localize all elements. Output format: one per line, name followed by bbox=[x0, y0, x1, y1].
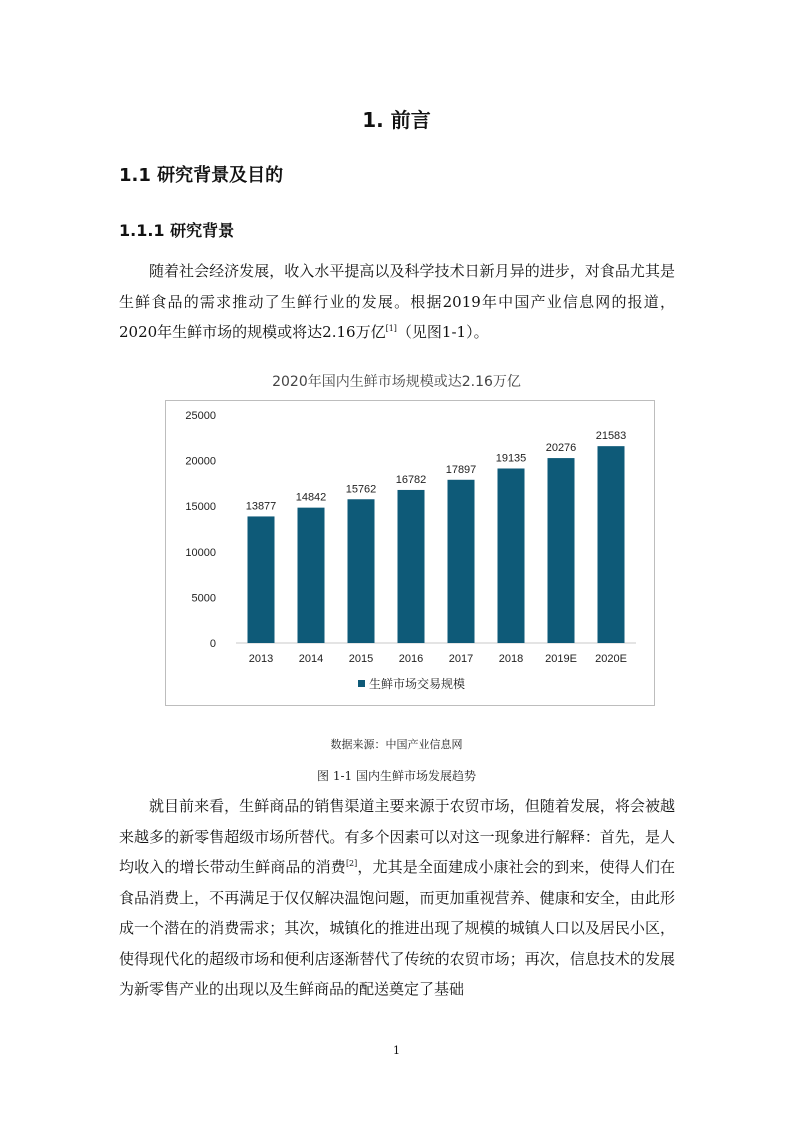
y-tick-label: 10000 bbox=[185, 546, 216, 559]
y-tick-label: 15000 bbox=[185, 501, 216, 514]
x-tick-label: 2019E bbox=[545, 653, 577, 665]
x-tick-label: 2014 bbox=[298, 653, 324, 665]
x-tick-label: 2020E bbox=[595, 653, 627, 665]
figure-source: 数据来源：中国产业信息网 bbox=[330, 738, 463, 751]
data-label: 13877 bbox=[245, 500, 277, 513]
chapter-heading: 1. 前言 bbox=[362, 108, 431, 132]
paragraph-text: 就目前来看，生鲜商品的销售渠道主要来源于农贸市场，但随着发展，将会被越来越多的新零售超级市场所替代。有多个因素可以对这一现象进行解释：首先，是人均收入的增长带动生鲜商品的消费 bbox=[119, 797, 675, 876]
paragraph-text: （见图1-1）。 bbox=[396, 323, 489, 341]
data-label: 20276 bbox=[545, 442, 577, 455]
bar bbox=[448, 480, 475, 643]
chart-svg bbox=[166, 401, 656, 707]
page-number: 1 bbox=[393, 1044, 400, 1057]
x-tick-label: 2016 bbox=[398, 653, 424, 665]
x-tick-label: 2013 bbox=[248, 653, 274, 665]
bar bbox=[598, 446, 625, 643]
legend-swatch bbox=[358, 680, 365, 687]
figure-caption: 图 1-1 国内生鲜市场发展趋势 bbox=[317, 769, 476, 783]
bar bbox=[398, 490, 425, 643]
section-heading: 1.1 研究背景及目的 bbox=[119, 165, 284, 186]
y-tick-label: 0 bbox=[209, 638, 216, 650]
bar bbox=[298, 508, 325, 643]
citation-ref: [1] bbox=[385, 324, 397, 333]
data-label: 21583 bbox=[595, 430, 627, 443]
citation-ref: [2] bbox=[345, 859, 358, 868]
bar bbox=[498, 468, 525, 643]
data-label: 19135 bbox=[495, 452, 527, 465]
bar bbox=[248, 516, 275, 643]
chart-title: 2020年国内生鲜市场规模或达2.16万亿 bbox=[272, 374, 521, 390]
paragraph-text: ，尤其是全面建成小康社会的到来，使得人们在食品消费上，不再满足于仅仅解决温饱问题，而更加重视营养、健康和安全，由此形成一个潜在的消费需求；其次，城镇化的推进出现了规模的城镇人口以及居民小区，使得现代化的超级市场和便利店逐渐替代了传统的农贸市场；再次，信息技术的发展为新零售产业的出现以及生鲜商品的配送奠定了基础 bbox=[119, 858, 675, 998]
bar bbox=[548, 458, 575, 643]
paragraph-text: 随着社会经济发展，收入水平提高以及科学技术日新月异的进步，对食品尤其是生鲜食品的需求推动了生鲜行业的发展。根据2019年中国产业信息网的报道，2020年生鲜市场的规模或将达2.16万亿 bbox=[119, 262, 675, 341]
legend-label: 生鲜市场交易规模 bbox=[369, 677, 466, 691]
data-label: 15762 bbox=[345, 483, 377, 496]
bar bbox=[348, 499, 375, 643]
y-tick-label: 5000 bbox=[191, 592, 216, 605]
data-label: 14842 bbox=[295, 491, 327, 504]
data-label: 17897 bbox=[445, 463, 477, 476]
data-label: 16782 bbox=[395, 473, 427, 486]
y-tick-label: 20000 bbox=[185, 455, 216, 468]
subsection-heading: 1.1.1 研究背景 bbox=[119, 221, 235, 240]
x-tick-label: 2017 bbox=[448, 653, 474, 665]
bar-chart bbox=[165, 400, 655, 706]
x-tick-label: 2015 bbox=[348, 653, 374, 665]
x-tick-label: 2018 bbox=[498, 653, 524, 665]
paragraph-body bbox=[119, 791, 675, 1005]
paragraph-intro bbox=[119, 256, 675, 348]
y-tick-label: 25000 bbox=[185, 410, 216, 422]
